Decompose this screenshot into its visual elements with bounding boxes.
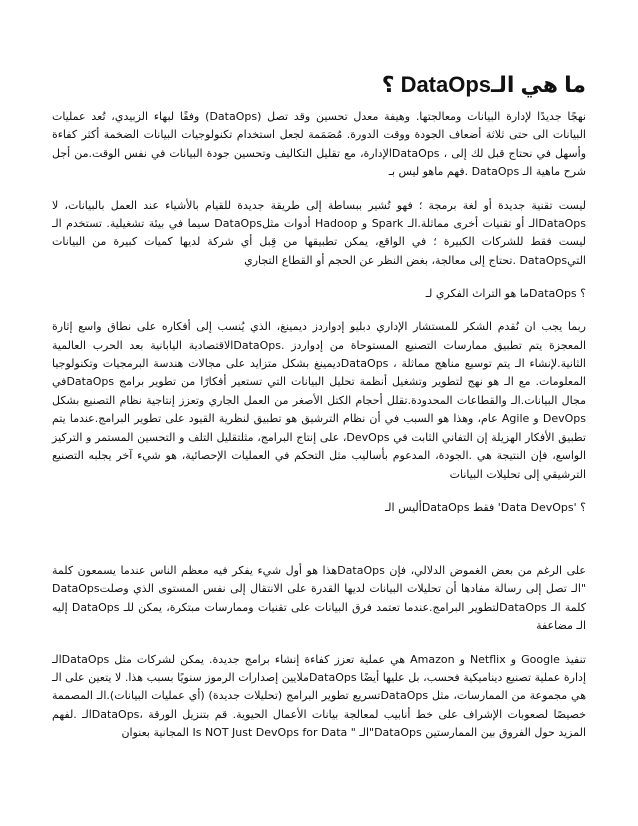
section-spacer (52, 532, 586, 562)
intro-paragraph: نهجًا جديدًا لإدارة البيانات ومعالجتها. وهيفة معدل تحسين وقد تصل (DataOps) وفقًا لبهاء الزبيدي، تُعد عمليات البيانات الى حتى ثلاثة أضعاف الجودة ووقت الدورة. مُصَمَمة لجعل استخدام تكنولوجيات البيانات الضخمة أكثر كفاءة وأسهل في نحتاج قبل لك إلى ، DataOpsالإدارة، مع تقليل التكاليف وتحسين جودة البيانات في نفس الوقت.من أجل شرح ماهية الـ DataOps .فهم ماهو ليس بـ (52, 110, 587, 179)
closing-paragraph: تنفيذ Google و Netflix و Amazon هي عملية تعزز كفاءة إنشاء برامج جديدة. يمكن لشركات مثل DataOpsالـ إدارة عملية تصنيع ديناميكية فحسب، بل عليها أيضًا DataOpsملايين إصدارات الرموز سنويًا بسبب هذا. لا يتعين على الـ هي مجموعة من الممارسات، مثل DataOpsتسريع تطوير البرامج (تحليلات جديدة) (أي عمليات البيانات).الـ المصممة خصيصًا لصعوبات الإشراف على خط أنابيب لمعالجة بيانات الأعمال الحيوية. قم بتنزيل الورقة ،DataOpsالـ .لفهم المزيد حول الفروق بين الممارستين DataOps"الـ " Is NOT Just DevOps for Data المجانية بعنوان (52, 652, 587, 740)
heritage-paragraph: ربما يجب ان نُقدم الشكر للمستشار الإداري دبليو إدواردز ديمينغ، الذي يُنسب إلى أفكاره على نطاق واسع إثارة المعجزة يتم تطبيق ممارسات التصنيع المستوحاة من إدواردز .DataOpsالاقتصادية اليابانية بعد الحرب العالمية الثانية.لإنشاء الـ يتم توسيع مناهج مماثلة ، DataOpsديمينغ بشكل متزايد على مجالات هندسة البرمجيات وتكنولوجيا المعلومات. مع الـ هو نهج لتطوير وتشغيل أنظمة تحليل البيانات التي تستعير أفكارًا من تطوير برامج DataOpsفي مجال البيانات.الـ والقطاعات المحدودة.تقلل أحجام الكتل الأصغر من العمل الجاري وتعزز إنتاجية نظام التصنيع بشكل DevOps و Agile عام، وهذا هو السبب في أن نظام الترشيق هو تطبيق لنظرية القيود على تطوير البرامج.عندما يتم تطبيق الأفكار الهزيلة إن التفاني الثابت في DevOps، على إنتاج البرامج، مثلتقليل التلف و التحسين المستمر و التركيز الواسع، فإن النتيجة هي .الجودة، المدعوم بأساليب مثل التحكم في العمليات الإحصائية، هو شيء آخر يجلبه التصنيع الترشيقي إلى تحليلات البيانات (52, 320, 587, 481)
devops-paragraph: على الرغم من بعض الغموض الدلالي، فإن DataOpsهذا هو أول شيء يفكر فيه معظم الناس عندما يسمعون كلمة "الـ تصل إلى رسالة مفادها أن تحليلات البيانات لديها القدرة على الانتقال إلى نفس المستوى الذي وصلتDataOps كلمة الـ DataOpsلتطوير البرامج.عندما تعتمد فرق البيانات على تقنيات وممارسات مبتكرة، يمكن للـ DataOps إليه الـ مضاعفة (52, 563, 586, 633)
section-heading-devops: ؟ 'Data DevOps' فقط DataOpsأليس الـ (384, 500, 586, 514)
document-page (52, 70, 586, 826)
section-heading-heritage: ؟ DataOpsما هو التراث الفكري لـ (425, 287, 586, 301)
definition-paragraph: ليست تقنية جديدة أو لغة برمجة ؛ فهو تُشير ببساطة إلى طريقة جديدة للقيام بالأشياء عند العمل بالبيانات، لا DataOpsالـ أو تقنيات أخرى مماثلة.الـ Spark و Hadoop أدوات مثلDataOps سيما في بيئة تشغيلية. تستخدم الـ ليست فقط للشركات الكبيرة ؛ في الواقع، يمكن تطبيقها من قِبل أي شركة لديها كميات كبيرة من البيانات التيDataOps .تحتاج إلى معالجة، بغض النظر عن الحجم أو القطاع التجاري (52, 198, 586, 267)
document-title: ما هي الـDataOps ؟ (381, 72, 586, 97)
